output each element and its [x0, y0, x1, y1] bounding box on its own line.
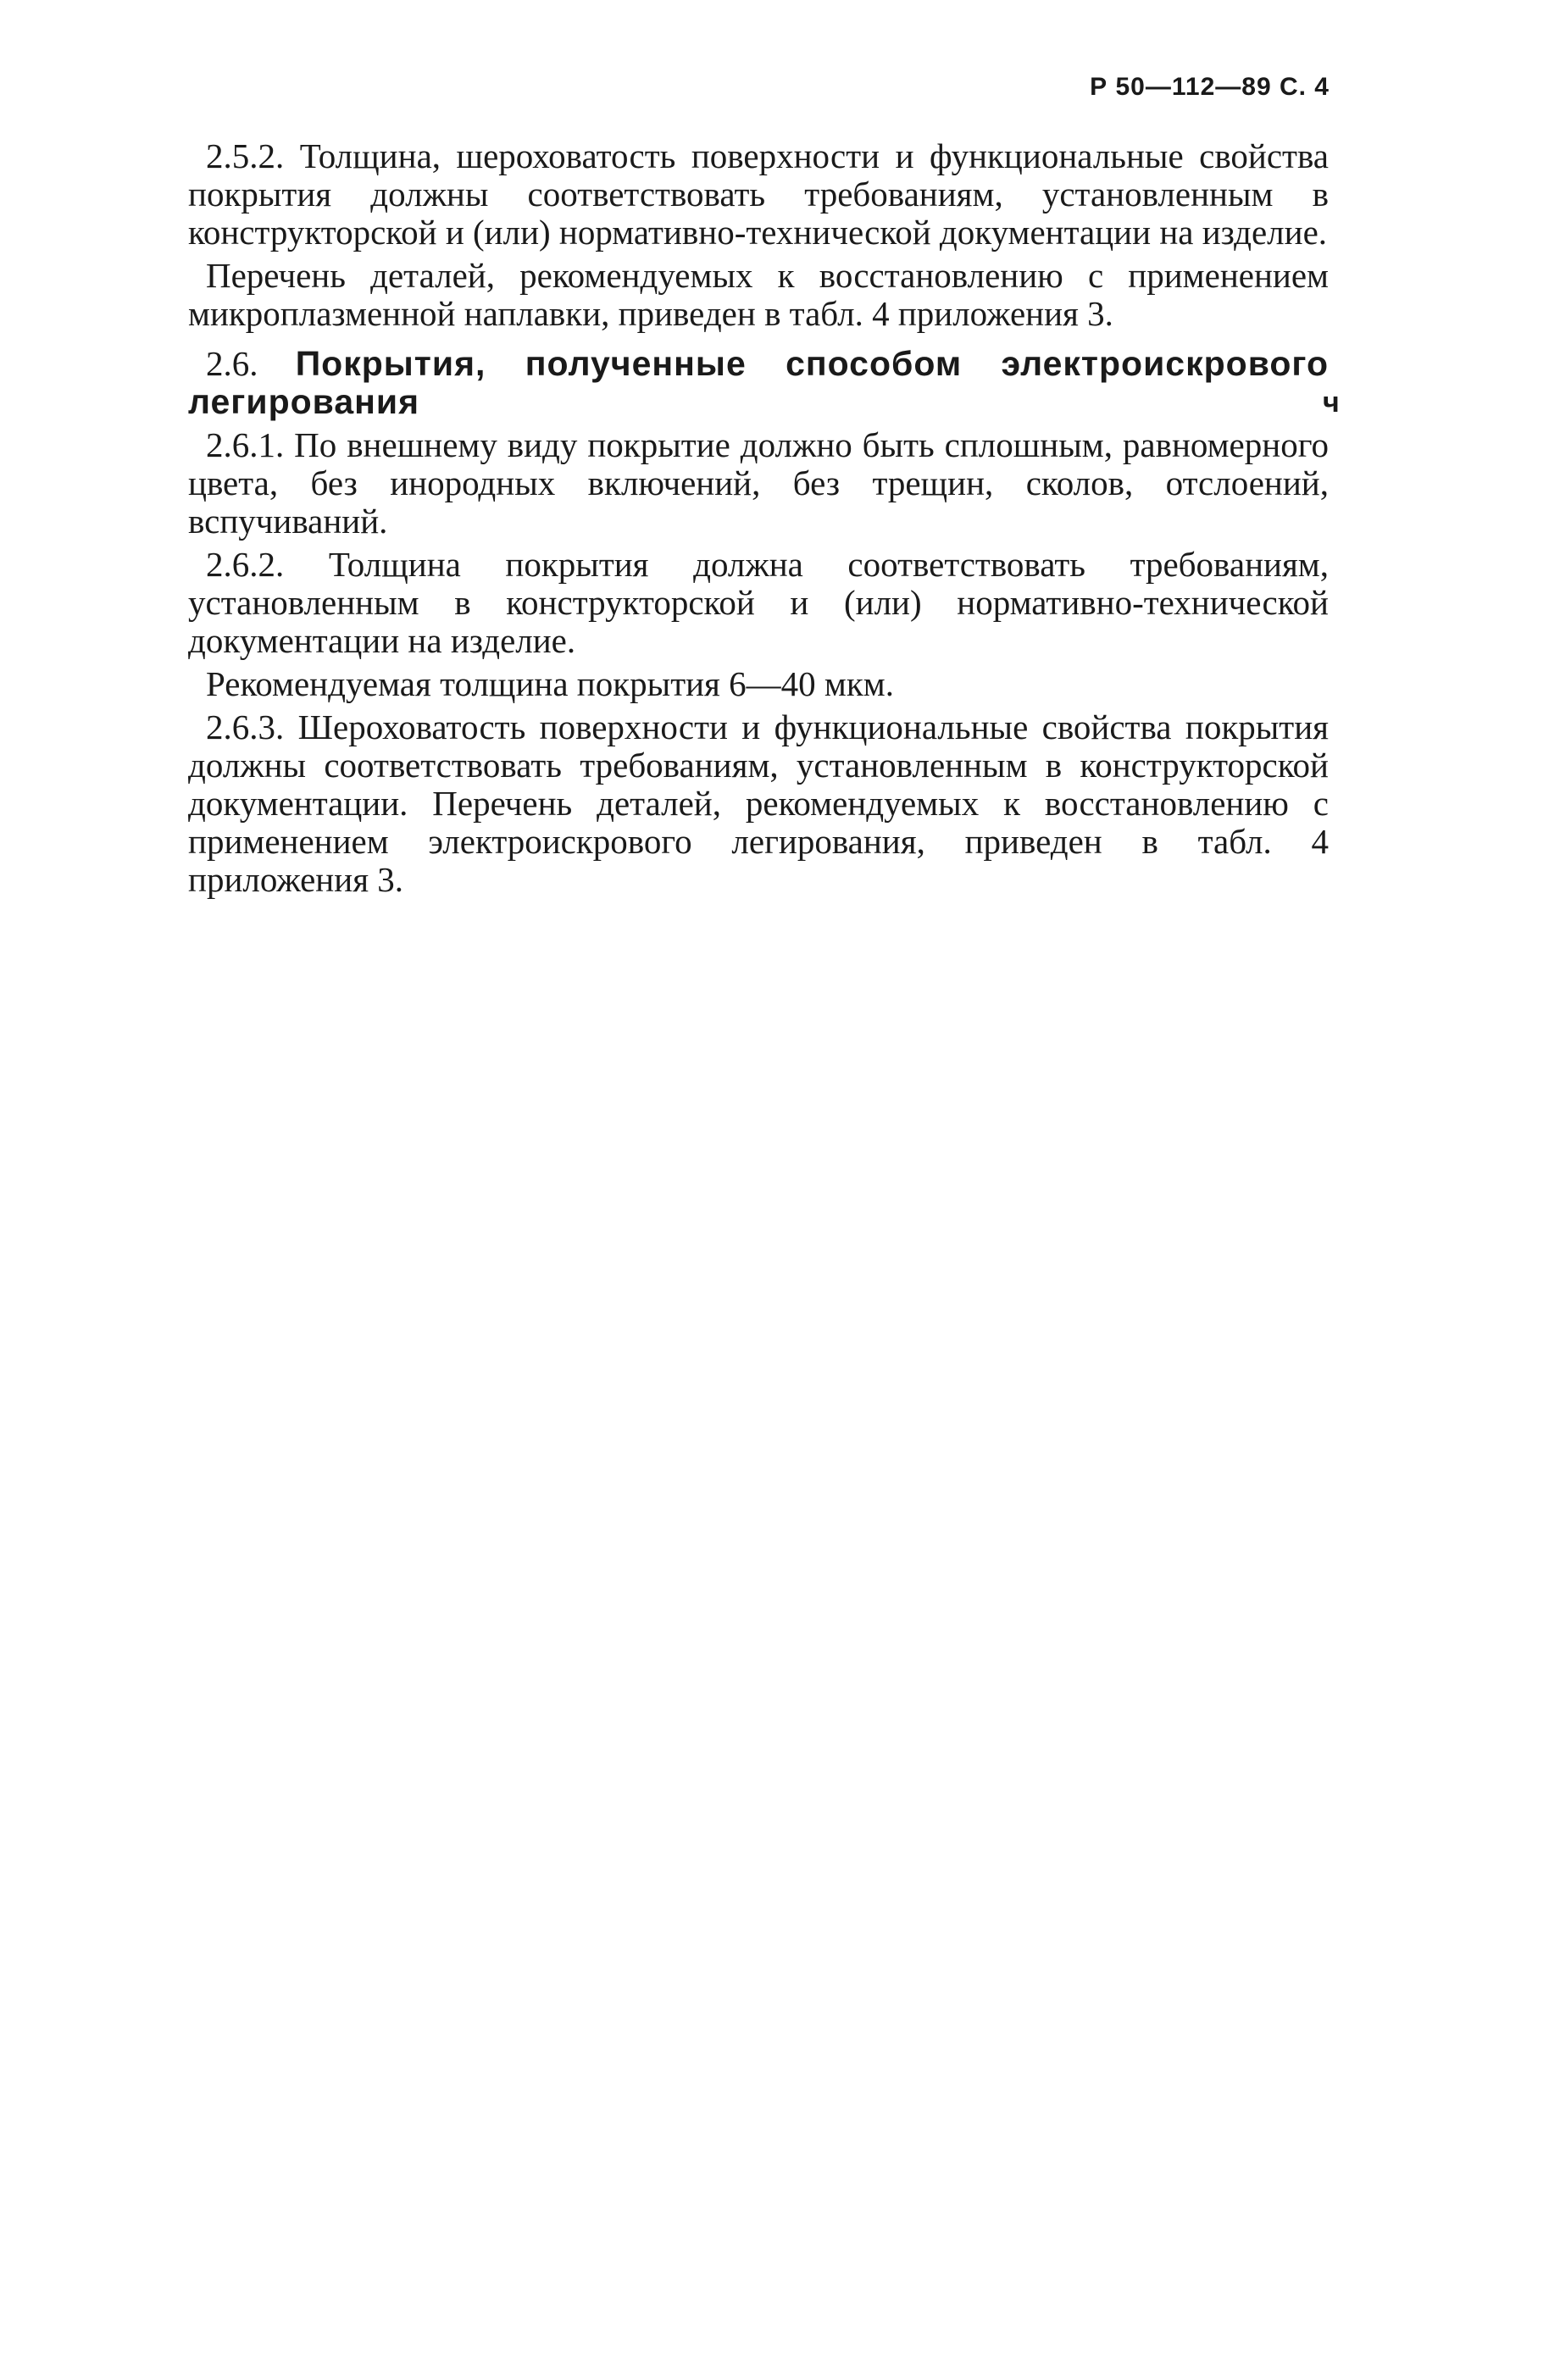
paragraph-2-6-1: 2.6.1. По внешнему виду покрытие должно быть сплошным, равномерного цвета, без инородных включений, без трещин, сколов, отслоений, вспучиваний.	[188, 425, 1329, 541]
paragraph-recommended-thickness: Рекомендуемая толщина покрытия 6—40 мкм.	[206, 664, 894, 703]
paragraph-2-5-2: 2.5.2. Толщина, шероховатость поверхности и функциональные свойства покрытия должны соответствовать требованиям, установленным в конструкторской и (или) нормативно-технической документации на изделие.	[188, 136, 1329, 252]
paragraph-parts-list-plasma: Перечень деталей, рекомендуемых к восстановлению с применением микроплазменной наплавки, приведен в табл. 4 приложения 3.	[188, 256, 1329, 333]
document-body	[188, 137, 1329, 899]
paragraph-2-6-2: 2.6.2. Толщина покрытия должна соответствовать требованиям, установленным в конструкторской и (или) нормативно-технической документации на изделие.	[188, 545, 1329, 660]
margin-mark: ч	[1323, 386, 1340, 419]
section-title: Покрытия, полученные способом электроискрового легирования	[188, 344, 1329, 421]
section-number: 2.6.	[206, 344, 258, 383]
page-header: Р 50—112—89 С. 4	[1090, 73, 1330, 101]
section-heading-2-6	[188, 345, 1329, 421]
paragraph-2-6-3: 2.6.3. Шероховатость поверхности и функциональные свойства покрытия должны соответствовать требованиям, установленным в конструкторской документации. Перечень деталей, рекомендуемых к восстановлению с применением электроискрового легирования, приведен в табл. 4 приложения 3.	[188, 707, 1329, 899]
